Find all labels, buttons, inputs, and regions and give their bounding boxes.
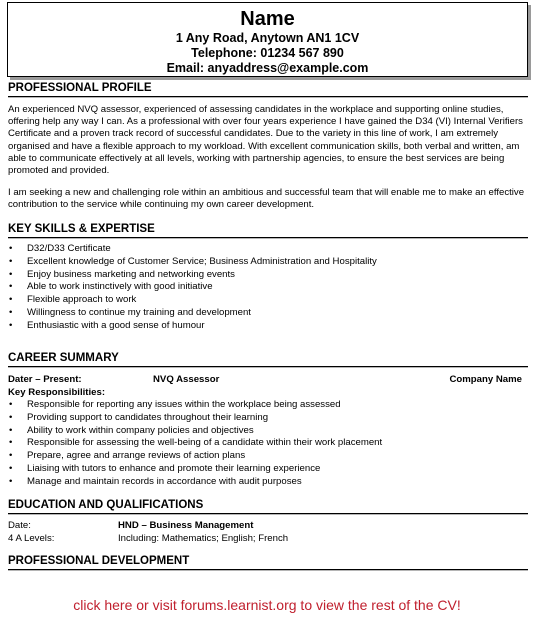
section-divider [8,513,528,515]
career-company: Company Name [449,374,522,385]
education-value: Including: Mathematics; English; French [118,533,289,544]
view-rest-link[interactable]: click here or visit forums.learnist.org to view the rest of the CV! [73,597,461,613]
career-section [8,352,528,489]
responsibility-item: • Providing support to candidates throughout their learning [8,412,528,425]
career-dates: Dater – Present: [8,374,82,385]
education-value: HND – Business Management [118,520,254,531]
skills-section [8,223,528,333]
candidate-name: Name [240,8,295,30]
profile-paragraph-1: An experienced NVQ assessor, experienced of assessing candidates in the workplace and supporting online studies, offering help any way I can. As a professional with over four years experience I have gained the D34 (VI) Internal Verifiers Certificate and a proven track record of successful candidates. Due to the variety in this line of work, I am extremely organised and have a flexible approach to my workload. With excellent communication skills, both verbal and written, am able to communicate effectively at all levels, working with partnership agencies, to ensure the best services are being promoted and provided. [8,104,523,177]
education-row [8,533,528,546]
responsibility-item: • Ability to work within company policies and objectives [8,425,528,438]
cv-header [7,2,528,77]
development-section [8,555,528,571]
responsibility-item: • Manage and maintain records in accordance with audit purposes [8,476,528,489]
responsibility-item: • Liaising with tutors to enhance and promote their learning experience [8,463,528,476]
career-role: NVQ Assessor [153,374,220,385]
section-divider [8,569,528,571]
responsibilities-list [8,399,528,489]
section-divider [8,237,528,239]
skill-item: • Able to work instinctively with good initiative [8,281,528,294]
education-row [8,520,528,533]
skill-item: • Willingness to continue my training and development [8,307,528,320]
section-divider [8,96,528,98]
skill-item: • Enthusiastic with a good sense of humour [8,320,528,333]
skill-item: • Flexible approach to work [8,294,528,307]
career-title: CAREER SUMMARY [8,352,119,364]
education-label: 4 A Levels: [8,533,55,544]
profile-section [8,82,528,212]
education-label: Date: [8,520,31,531]
education-section [8,499,528,546]
skills-list [8,243,528,333]
email-line: Email: anyaddress@example.com [166,61,369,75]
career-job-header [8,374,528,387]
skills-title: KEY SKILLS & EXPERTISE [8,223,155,235]
telephone-line: Telephone: 01234 567 890 [191,46,344,60]
section-divider [8,366,528,368]
skill-item: • Excellent knowledge of Customer Service; Business Administration and Hospitality [8,256,528,269]
skill-item: • D32/D33 Certificate [8,243,528,256]
responsibility-item: • Prepare, agree and arrange reviews of action plans [8,450,528,463]
profile-title: PROFESSIONAL PROFILE [8,82,152,94]
profile-paragraph-2: I am seeking a new and challenging role within an ambitious and successful team that will enable me to make an effective contribution to the service while continuing my own career development. [8,187,525,211]
responsibilities-label: Key Responsibilities: [8,387,106,398]
responsibility-item: • Responsible for reporting any issues within the workplace being assessed [8,399,528,412]
address-line: 1 Any Road, Anytown AN1 1CV [175,31,360,45]
development-title: PROFESSIONAL DEVELOPMENT [8,555,190,567]
skill-item: • Enjoy business marketing and networking events [8,269,528,282]
responsibility-item: • Responsible for assessing the well-being of a candidate within their work placement [8,437,528,450]
education-title: EDUCATION AND QUALIFICATIONS [8,499,204,511]
